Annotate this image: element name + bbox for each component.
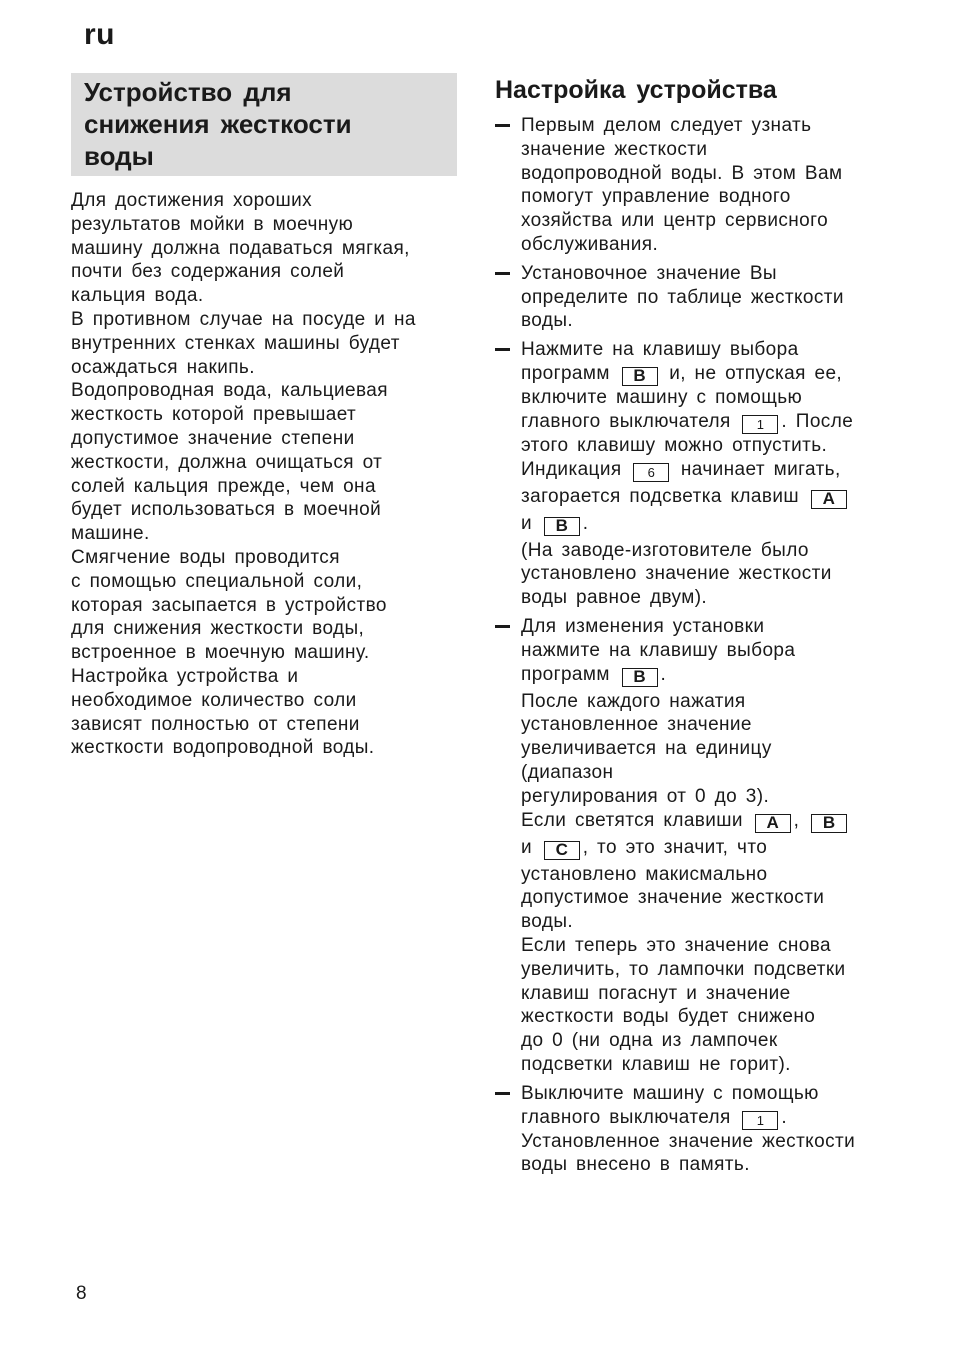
text-line: солей кальция прежде, чем она xyxy=(71,475,376,497)
main-switch-symbol: 1 xyxy=(742,1111,778,1130)
text-line: определите по таблице жесткости xyxy=(521,286,844,308)
text-line xyxy=(521,1106,895,1130)
text-span: главного выключателя xyxy=(521,1106,731,1128)
key-a-symbol: A xyxy=(755,814,791,833)
text-span: , xyxy=(793,809,800,831)
dash-bullet-icon xyxy=(495,348,510,351)
dash-bullet-icon xyxy=(495,272,510,275)
text-line: включите машину с помощью xyxy=(521,386,803,408)
text-span: . xyxy=(781,1106,788,1128)
text-line xyxy=(521,410,895,434)
text-line: Водопроводная вода, кальциевая xyxy=(71,380,388,402)
step-3 xyxy=(495,338,895,610)
text-span: программ xyxy=(521,663,610,685)
text-span: . xyxy=(582,512,589,534)
text-line: необходимое количество соли xyxy=(71,689,357,711)
page-number: 8 xyxy=(76,1283,87,1304)
text-line: водопроводной воды. В этом Вам xyxy=(521,162,843,184)
text-line: хозяйства или центр сервисного xyxy=(521,210,829,232)
text-line: обслуживания. xyxy=(521,233,659,255)
step-2 xyxy=(495,262,895,333)
setup-title: Настройка устройства xyxy=(495,76,777,104)
language-code: ru xyxy=(84,18,115,51)
text-line: (На заводе-изготовителе было xyxy=(521,539,809,561)
setup-steps xyxy=(495,114,895,1177)
text-line: жесткости водопроводной воды. xyxy=(71,737,375,759)
text-span: Если светятся клавиши xyxy=(521,809,743,831)
text-line xyxy=(521,809,895,833)
text-span: главного выключателя xyxy=(521,410,731,432)
text-line: с помощью специальной соли, xyxy=(71,570,363,592)
text-line: жесткость которой превышает xyxy=(71,404,357,426)
text-line: машине. xyxy=(71,523,150,545)
text-line: воды. xyxy=(521,911,574,933)
text-line: внутренних стенках машины будет xyxy=(71,332,400,354)
text-line xyxy=(521,512,895,536)
key-b-symbol: B xyxy=(811,814,847,833)
text-span: начинает мигать, xyxy=(680,458,841,480)
text-line: жесткости воды будет снижено xyxy=(521,1006,816,1028)
dash-bullet-icon xyxy=(495,625,510,628)
text-span: программ xyxy=(521,362,610,384)
text-line: встроенное в моечную машину. xyxy=(71,642,370,664)
text-line xyxy=(521,663,895,687)
text-line: подсветки клавиш не горит). xyxy=(521,1053,791,1075)
text-line: почти без содержания солей xyxy=(71,261,345,283)
text-line: жесткости, должна очищаться от xyxy=(71,451,383,473)
text-line: Для изменения установки xyxy=(521,615,765,637)
text-span: . xyxy=(660,663,667,685)
text-line: допустимое значение жесткости xyxy=(521,887,825,909)
text-span: , то это значит, что xyxy=(582,836,768,858)
section-title-box xyxy=(71,73,457,176)
text-line: увеличить, то лампочки подсветки xyxy=(521,958,846,980)
text-line: Первым делом следует узнать xyxy=(521,115,812,136)
dash-bullet-icon xyxy=(495,1092,510,1095)
text-line: клавиш погаснут и значение xyxy=(521,982,791,1004)
text-line: установленное значение xyxy=(521,714,752,736)
key-b-symbol: B xyxy=(622,367,658,386)
key-b-symbol: B xyxy=(622,668,658,687)
main-switch-symbol: 1 xyxy=(742,415,778,434)
section-title-line: воды xyxy=(84,141,154,171)
section-title-line: снижения жесткости xyxy=(84,109,352,139)
text-line: установлено значение жесткости xyxy=(521,563,832,585)
intro-text xyxy=(71,189,457,760)
text-line: Установочное значение Вы xyxy=(521,262,777,284)
text-line: допустимое значение степени xyxy=(71,427,355,449)
text-line: регулирования от 0 до 3). xyxy=(521,785,770,807)
text-span: и xyxy=(521,512,533,534)
text-line: Установленное значение жесткости xyxy=(521,1130,856,1152)
text-line: Если теперь это значение снова xyxy=(521,934,831,956)
text-span: и xyxy=(521,836,533,858)
text-line: машину должна подаваться мягкая, xyxy=(71,237,410,259)
text-span: Индикация xyxy=(521,458,622,480)
section-title-line: Устройство для xyxy=(84,77,292,107)
text-line: кальция вода. xyxy=(71,285,204,307)
key-b-symbol: B xyxy=(544,517,580,536)
step-4 xyxy=(495,615,895,1077)
text-span: и, не отпуская ее, xyxy=(669,362,843,384)
text-line: будет использоваться в моечной xyxy=(71,499,382,521)
text-span: загорается подсветка клавиш xyxy=(521,485,800,507)
text-line: этого клавишу можно отпустить. xyxy=(521,434,828,456)
text-line: (диапазон xyxy=(521,761,614,783)
text-line: После каждого нажатия xyxy=(521,690,746,712)
text-line xyxy=(521,362,895,386)
text-line xyxy=(521,458,895,482)
text-line: воды равное двум). xyxy=(521,587,708,609)
key-a-symbol: A xyxy=(811,490,847,509)
text-line: увеличивается на единицу xyxy=(521,738,772,760)
text-line: зависят полностью от степени xyxy=(71,713,360,735)
text-line: значение жесткости xyxy=(521,138,708,160)
dash-bullet-icon xyxy=(495,124,510,127)
text-line xyxy=(521,836,895,860)
text-line: Настройка устройства и xyxy=(71,665,299,687)
text-line: В противном случае на посуде и на xyxy=(71,308,416,330)
text-line: которая засыпается в устройство xyxy=(71,594,387,616)
text-line: помогут управление водного xyxy=(521,186,791,208)
text-line: для снижения жесткости воды, xyxy=(71,618,365,640)
text-line: Нажмите на клавишу выбора xyxy=(521,339,799,361)
left-column xyxy=(71,73,457,760)
step-5 xyxy=(495,1082,895,1177)
text-line: Выключите машину с помощью xyxy=(521,1082,819,1104)
text-line: Для достижения хороших xyxy=(71,190,313,211)
text-line: установлено макисмально xyxy=(521,863,768,885)
text-line: воды внесено в память. xyxy=(521,1154,750,1176)
display-indicator-symbol: 6 xyxy=(633,463,669,482)
text-line: нажмите на клавишу выбора xyxy=(521,639,796,661)
text-line: до 0 (ни одна из лампочек xyxy=(521,1030,778,1052)
text-line: Смягчение воды проводится xyxy=(71,546,340,568)
text-line: результатов мойки в моечную xyxy=(71,213,354,235)
text-line: воды. xyxy=(521,310,574,332)
step-1 xyxy=(495,114,895,257)
text-line xyxy=(521,485,895,509)
text-span: . После xyxy=(781,410,854,432)
right-column xyxy=(495,74,895,1182)
text-line: осаждаться накипь. xyxy=(71,356,255,378)
key-c-symbol: C xyxy=(544,841,580,860)
